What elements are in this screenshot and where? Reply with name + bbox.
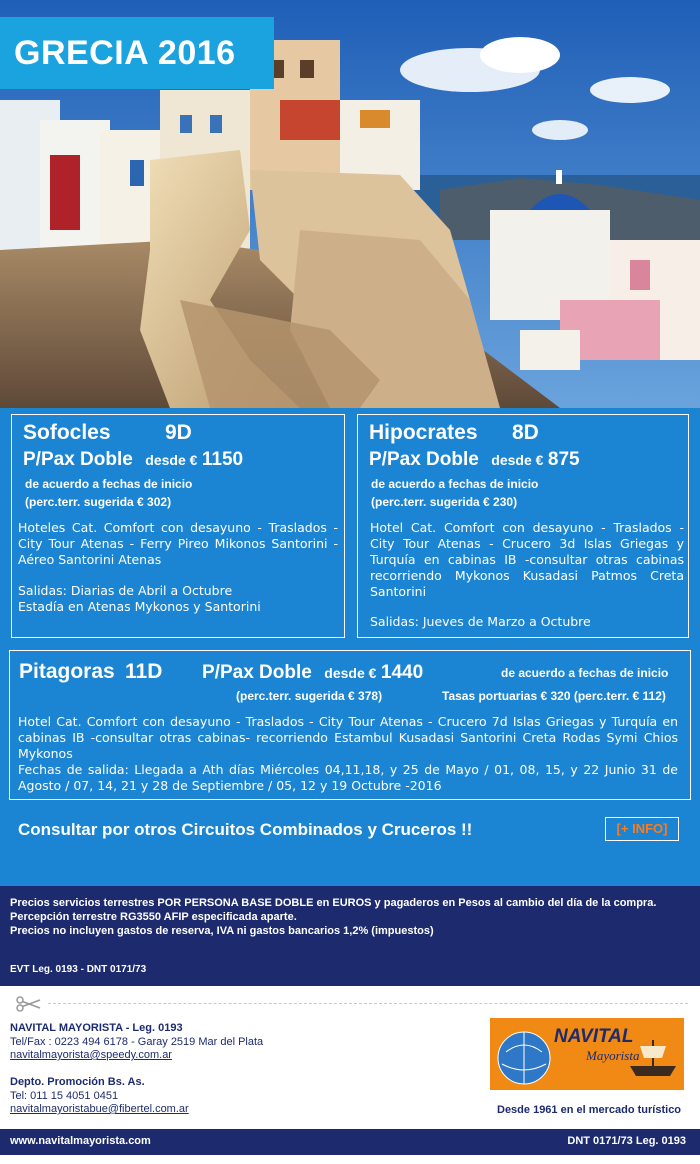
- company-name: NAVITAL MAYORISTA - Leg. 0193: [10, 1022, 183, 1034]
- tour-days: 11D: [125, 660, 163, 683]
- consult-text: Consultar por otros Circuitos Combinados y Cruceros !!: [18, 820, 473, 839]
- dates-note: de acuerdo a fechas de inicio: [501, 666, 669, 680]
- email-link-1[interactable]: navitalmayorista@speedy.com.ar: [10, 1049, 172, 1061]
- tour-description: Hotel Cat. Comfort con desayuno - Traslados - City Tour Atenas - Crucero 3d Islas Griegas y Turquía en cabinas IB -consultar otras cabinas recorriendo Mykonos Kusadasi Patmos Creta Santorini: [370, 520, 684, 599]
- dates-note: de acuerdo a fechas de inicio: [371, 477, 539, 491]
- price-label: P/Pax Doble: [23, 449, 133, 470]
- dept-phone: Tel: 011 15 4051 0451: [10, 1090, 119, 1102]
- contact-footer: [0, 986, 700, 1129]
- perc-note: (perc.terr. sugerida € 230): [371, 495, 518, 509]
- evt-legal: EVT Leg. 0193 - DNT 0171/73: [10, 964, 147, 975]
- tour-days: 9D: [165, 421, 192, 444]
- logo-caption: Desde 1961 en el mercado turístico: [497, 1104, 682, 1116]
- perc-note: (perc.terr. sugerida € 378): [236, 689, 383, 703]
- tour-fechas: Fechas de salida: Llegada a Ath días Miércoles 04,11,18, y 25 de Mayo / 01, 08, 15, y 22 Junio 31 de Agosto / 07, 14, 21 y 28 de Septiembre / 05, 12 y 19 Octubre -2016: [18, 762, 678, 793]
- desde-label: desde €: [145, 452, 198, 468]
- dnt-legal: DNT 0171/73 Leg. 0193: [567, 1135, 686, 1147]
- tasas-note: Tasas portuarias € 320 (perc.terr. € 112): [442, 689, 666, 703]
- page-title: GRECIA 2016: [14, 34, 236, 72]
- logo-brand: NAVITAL: [554, 1026, 634, 1047]
- tour-days: 8D: [512, 421, 539, 444]
- tour-card-sofocles: [11, 414, 345, 638]
- tour-price: 875: [547, 449, 580, 470]
- dept-name: Depto. Promoción Bs. As.: [10, 1076, 145, 1088]
- perc-note: (perc.terr. sugerida € 302): [25, 495, 172, 509]
- tour-name: Pitagoras: [19, 660, 115, 683]
- title-banner: [0, 17, 274, 89]
- scissors-icon: [16, 996, 42, 1012]
- price-label: P/Pax Doble: [369, 449, 479, 470]
- website-link[interactable]: www.navitalmayorista.com: [10, 1135, 151, 1147]
- tour-price: 1150: [201, 449, 244, 470]
- price-notes: [0, 886, 700, 986]
- logo-sub: Mayorista: [586, 1048, 640, 1063]
- bottom-bar: [0, 1129, 700, 1155]
- tour-card-pitagoras: [9, 650, 691, 800]
- tour-name: Hipocrates: [369, 421, 478, 444]
- email-link-2[interactable]: navitalmayoristabue@fibertel.com.ar: [10, 1103, 189, 1115]
- tour-price: 1440: [380, 662, 424, 683]
- tour-salidas: Salidas: Diarias de Abril a Octubre: [18, 583, 233, 598]
- navital-logo: [490, 1018, 684, 1090]
- tour-description: Hoteles Cat. Comfort con desayuno - Traslados - City Tour Atenas - Ferry Pireo Mikonos Santorini - Aéreo Santorini Atenas: [18, 520, 338, 567]
- cut-line: [48, 1003, 688, 1004]
- tour-card-hipocrates: [357, 414, 689, 638]
- price-label: P/Pax Doble: [202, 662, 312, 683]
- company-phone: Tel/Fax : 0223 494 6178 - Garay 2519 Mar del Plata: [10, 1036, 264, 1048]
- dates-note: de acuerdo a fechas de inicio: [25, 477, 193, 491]
- tour-salidas: Salidas: Jueves de Marzo a Octubre: [370, 614, 591, 629]
- tour-estadia: Estadía en Atenas Mykonos y Santorini: [18, 599, 261, 614]
- desde-label: desde €: [324, 665, 377, 681]
- notes-line-2: Precios no incluyen gastos de reserva, IVA ni gastos bancarios 1,2% (impuestos): [10, 925, 434, 937]
- more-info-button[interactable]: [+ INFO]: [605, 817, 679, 841]
- notes-line-1: Precios servicios terrestres POR PERSONA BASE DOBLE en EUROS y pagaderos en Pesos al cambio del día de la compra. Percepción terrestre RG3550 AFIP especificada aparte.: [10, 897, 657, 923]
- desde-label: desde €: [491, 452, 544, 468]
- tour-description: Hotel Cat. Comfort con desayuno - Traslados - City Tour Atenas - Crucero 7d Islas Griegas y Turquía en cabinas IB -consultar otras cabinas- recorriendo Estambul Kusadasi Santorini Creta Rodas Symi Chios Mykonos: [18, 714, 678, 761]
- tour-name: Sofocles: [23, 421, 111, 444]
